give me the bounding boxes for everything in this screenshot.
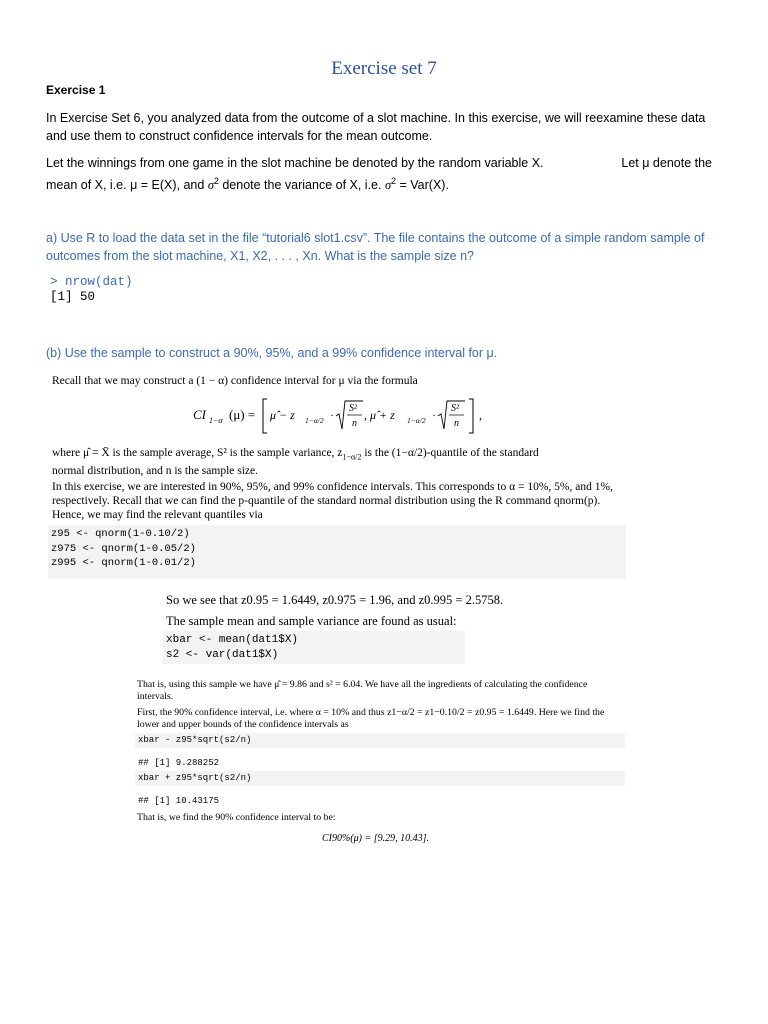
formula-zsub-1: 1−α/2	[305, 416, 324, 425]
let-line-2b: denote the variance of X, i.e.	[222, 178, 382, 193]
formula-s2-2: S²	[451, 403, 459, 414]
code-line-z975: z975 <- qnorm(1-0.05/2)	[51, 542, 196, 555]
let-line-2c: = Var(X).	[399, 178, 449, 193]
let-line-1a: Let the winnings from one game in the slot machine be denoted by the random variable X.	[46, 156, 544, 170]
question-b: (b) Use the sample to construct a 90%, 95%, and a 99% confidence interval for μ.	[46, 346, 498, 360]
ci-result: CI90%(μ) = [9.29, 10.43].	[322, 833, 430, 844]
sigma-symbol: σ	[207, 178, 214, 193]
right-bracket	[469, 399, 473, 433]
formula-ci-sub: 1−α	[209, 416, 223, 425]
ci-formula	[193, 396, 493, 436]
formula-n-1: n	[352, 418, 357, 429]
output-lower: ## [1] 9.288252	[138, 758, 220, 768]
formula-comma: ,	[479, 408, 482, 422]
code-line-s2: s2 <- var(dat1$X)	[166, 649, 279, 661]
formula-dot-1: ·	[330, 408, 334, 422]
quantile-code-block	[48, 525, 626, 579]
sample-mean-text: The sample mean and sample variance are found as usual:	[166, 614, 457, 628]
r-output: [1] 50	[50, 290, 96, 304]
formula-minus-z: μ̂ − z	[270, 408, 295, 422]
code-line-z995: z995 <- qnorm(1-0.01/2)	[51, 557, 196, 569]
code-line-lower: xbar - z95*sqrt(s2/n)	[138, 735, 252, 745]
r-command: > nrow(dat)	[50, 275, 133, 289]
where-text	[52, 446, 627, 478]
code-line-z95: z95 <- qnorm(1-0.10/2)	[51, 528, 190, 540]
formula-ci: CI	[193, 407, 206, 422]
let-line-2a: mean of X, i.e. μ = E(X), and	[46, 178, 205, 193]
so-we-see-text: So we see that z0.95 = 1.6449, z0.975 = 1.96, and z0.995 = 2.5758.	[166, 593, 504, 607]
where-c: normal distribution, and n is the sample size.	[52, 465, 259, 478]
formula-n-2: n	[454, 418, 459, 429]
first-ci-text: First, the 90% confidence interval, i.e. where α = 10% and thus z1−α/2 = z1−0.10/2 = z0.95 = 1.6449. Here we find the lower and upper bounds of the confidence intervals as	[137, 707, 605, 730]
output-upper: ## [1] 10.43175	[138, 796, 220, 806]
question-a: a) Use R to load the data set in the file “tutorial6 slot1.csv”. The file contains the outcome of a simple random sample of outcomes from the slot machine, X1, X2, . . . , Xn. What is the sample size n?	[46, 231, 705, 263]
where-b: is the (1−α/2)-quantile of the standard	[364, 447, 539, 459]
formula-zsub-2: 1−α/2	[407, 416, 426, 425]
upper-bound-code	[135, 771, 625, 786]
formula-s2-1: S²	[349, 403, 357, 414]
formula-plus-z: , μ̂ + z	[364, 408, 395, 422]
page-title: Exercise set 7	[331, 58, 437, 79]
code-line-xbar: xbar <- mean(dat1$X)	[166, 634, 299, 646]
lower-bound-code	[135, 733, 625, 748]
square-sup: 2	[213, 176, 219, 186]
intro-paragraph: In Exercise Set 6, you analyzed data from the outcome of a slot machine. In this exercise, we will reexamine these data and use them to construct confidence intervals for the mean outcome.	[46, 111, 706, 143]
formula-dot-2: ·	[432, 408, 436, 422]
that-is-text: That is, we find the 90% confidence interval to be:	[137, 812, 336, 823]
interest-text: In this exercise, we are interested in 90%, 95%, and 99% confidence intervals. This corresponds to α = 10%, 5%, and 1%, respectively. Recall that we can find the p-quantile of the standard normal distribution using the R command qnorm(p). Hence, we may find the relevant quantiles via	[52, 481, 613, 521]
exercise-heading: Exercise 1	[46, 83, 106, 97]
sigma-symbol-2: σ	[384, 178, 392, 193]
let-line-1b: Let μ denote the	[621, 156, 712, 170]
using-sample-text: That is, using this sample we have μ̂ = 9.86 and s² = 6.04. We have all the ingredients of calculating the confidence intervals.	[137, 679, 588, 702]
recall-text: Recall that we may construct a (1 − α) confidence interval for μ via the formula	[52, 375, 418, 387]
mean-code-block	[163, 631, 465, 664]
left-bracket	[263, 399, 267, 433]
let-paragraph	[46, 154, 726, 194]
where-a: where μ̂ = X̄ is the sample average, S² is the sample variance, z	[52, 447, 343, 459]
formula-mu: (μ) =	[229, 407, 256, 422]
where-sub: 1−α/2	[342, 452, 362, 462]
square-sup-2: 2	[391, 176, 397, 186]
formula-graphics	[193, 396, 493, 436]
code-line-upper: xbar + z95*sqrt(s2/n)	[138, 773, 252, 783]
